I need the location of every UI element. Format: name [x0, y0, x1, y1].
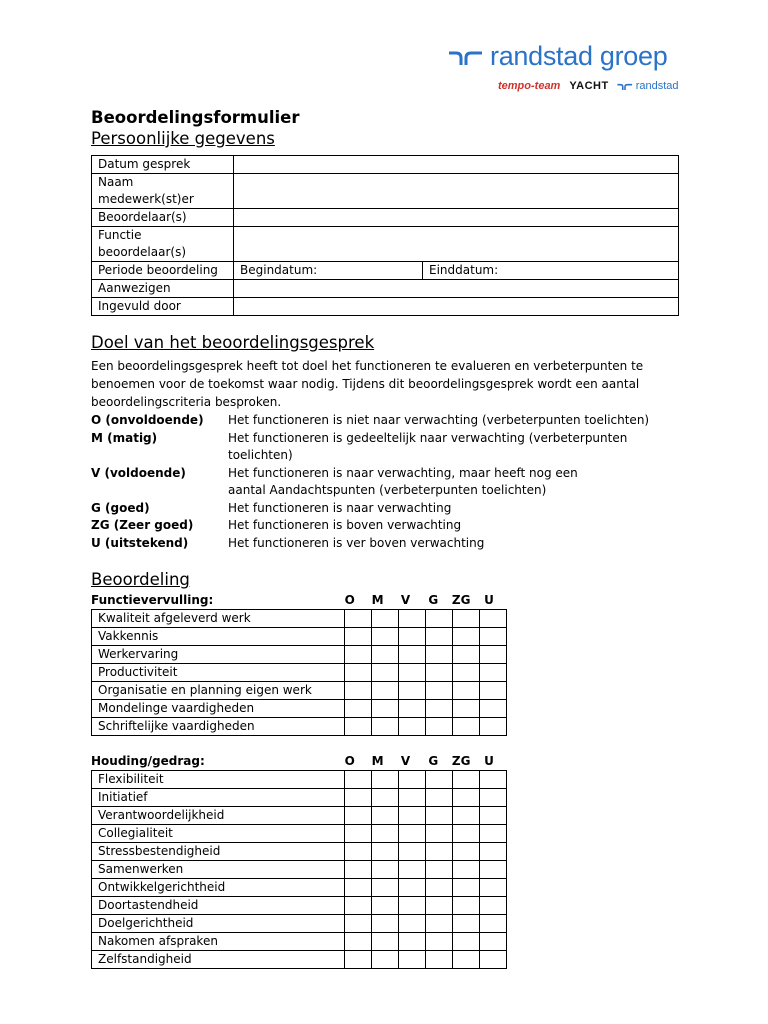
rating-cell-g[interactable]	[426, 628, 453, 646]
table-row	[92, 771, 507, 789]
rating-cell-u[interactable]	[480, 700, 507, 718]
assessor-function-field[interactable]	[234, 227, 679, 262]
criterion-label: Stressbestendigheid	[92, 843, 345, 861]
row-label: Aanwezigen	[92, 280, 234, 298]
table-row	[92, 861, 507, 879]
rating-cell-o[interactable]	[345, 646, 372, 664]
scale-key: ZG (Zeer goed)	[91, 518, 194, 532]
begin-date-field[interactable]: Begindatum:	[234, 262, 423, 280]
rating-cell-zg[interactable]	[453, 933, 480, 951]
rating-cell-zg[interactable]	[453, 789, 480, 807]
col-zg: ZG	[451, 754, 471, 768]
randstad-small-icon	[617, 81, 633, 91]
rating-cell-g[interactable]	[426, 610, 453, 628]
table-row	[92, 227, 679, 262]
rating-cell-zg[interactable]	[453, 825, 480, 843]
scale-desc: Het functioneren is gedeeltelijk naar verwachting (verbeterpunten toelichten)	[228, 430, 628, 462]
scale-desc: Het functioneren is niet naar verwachting (verbeterpunten toelichten)	[228, 413, 650, 427]
rating-cell-u[interactable]	[480, 664, 507, 682]
rating-cell-zg[interactable]	[453, 951, 480, 969]
table-row	[92, 174, 679, 209]
table-row	[92, 280, 679, 298]
rating-cell-o[interactable]	[345, 664, 372, 682]
table-row	[92, 825, 507, 843]
behaviour-title: Houding/gedrag:	[91, 754, 205, 768]
rating-cell-u[interactable]	[480, 915, 507, 933]
rating-cell-m[interactable]	[372, 951, 399, 969]
brand-randstad: randstad	[635, 80, 679, 92]
rating-cell-g[interactable]	[426, 897, 453, 915]
rating-cell-m[interactable]	[372, 843, 399, 861]
logo-wordmark: randstad groep	[490, 41, 668, 71]
attendees-field[interactable]	[234, 280, 679, 298]
row-label: Ingevuld door	[92, 298, 234, 316]
table-row	[92, 156, 679, 174]
logo-main	[448, 40, 667, 72]
list-item	[91, 430, 681, 465]
table-row	[92, 628, 507, 646]
rating-cell-m[interactable]	[372, 628, 399, 646]
rating-cell-m[interactable]	[372, 933, 399, 951]
rating-cell-v[interactable]	[399, 897, 426, 915]
rating-cell-v[interactable]	[399, 915, 426, 933]
rating-cell-g[interactable]	[426, 718, 453, 736]
personal-data-table	[91, 155, 679, 316]
rating-cell-o[interactable]	[345, 915, 372, 933]
rating-cell-g[interactable]	[426, 771, 453, 789]
rating-cell-v[interactable]	[399, 933, 426, 951]
rating-scale-legend	[91, 412, 681, 552]
rating-cell-u[interactable]	[480, 879, 507, 897]
purpose-heading: Doel van het beoordelingsgesprek	[91, 333, 375, 352]
scale-desc: Het functioneren is naar verwachting, maar heeft nog een aantal Aandachtspunten (verbeterpunten toelichten)	[228, 465, 578, 497]
scale-key: V (voldoende)	[91, 465, 186, 480]
rating-cell-v[interactable]	[399, 771, 426, 789]
table-row	[92, 262, 679, 280]
function-title: Functievervulling:	[91, 593, 214, 607]
scale-key: O (onvoldoende)	[91, 413, 204, 427]
row-label: Periode beoordeling	[92, 262, 234, 280]
rating-cell-v[interactable]	[399, 879, 426, 897]
rating-cell-zg[interactable]	[453, 700, 480, 718]
rating-cell-m[interactable]	[372, 646, 399, 664]
col-m: M	[371, 754, 384, 768]
rating-cell-u[interactable]	[480, 951, 507, 969]
rating-cell-zg[interactable]	[453, 807, 480, 825]
criterion-label: Verantwoordelijkheid	[92, 807, 345, 825]
table-row	[92, 209, 679, 227]
rating-cell-u[interactable]	[480, 789, 507, 807]
rating-cell-g[interactable]	[426, 915, 453, 933]
company-logo	[448, 40, 680, 96]
brand-strip	[498, 80, 679, 92]
criterion-label: Initiatief	[92, 789, 345, 807]
rating-cell-o[interactable]	[345, 682, 372, 700]
col-zg: ZG	[451, 593, 471, 607]
rating-cell-u[interactable]	[480, 807, 507, 825]
rating-cell-m[interactable]	[372, 664, 399, 682]
rating-cell-o[interactable]	[345, 610, 372, 628]
rating-cell-u[interactable]	[480, 718, 507, 736]
rating-cell-zg[interactable]	[453, 861, 480, 879]
rating-cell-m[interactable]	[372, 807, 399, 825]
rating-cell-o[interactable]	[345, 897, 372, 915]
table-row	[92, 664, 507, 682]
rating-cell-v[interactable]	[399, 646, 426, 664]
rating-cell-m[interactable]	[372, 825, 399, 843]
behaviour-header	[91, 752, 503, 770]
criterion-label: Nakomen afspraken	[92, 933, 345, 951]
col-g: G	[428, 593, 439, 607]
col-o: O	[344, 754, 355, 768]
rating-cell-o[interactable]	[345, 807, 372, 825]
rating-cell-o[interactable]	[345, 825, 372, 843]
assessor-field[interactable]	[234, 209, 679, 227]
rating-cell-o[interactable]	[345, 879, 372, 897]
row-label: Naam medewerk(st)er	[92, 174, 234, 209]
rating-cell-u[interactable]	[480, 933, 507, 951]
rating-heading: Beoordeling	[91, 570, 190, 589]
rating-cell-zg[interactable]	[453, 915, 480, 933]
rating-cell-m[interactable]	[372, 682, 399, 700]
page-title: Beoordelingsformulier	[91, 108, 300, 127]
rating-cell-u[interactable]	[480, 628, 507, 646]
rating-cell-m[interactable]	[372, 897, 399, 915]
rating-cell-v[interactable]	[399, 843, 426, 861]
scale-desc: Het functioneren is ver boven verwachting	[228, 535, 485, 550]
criterion-label: Doelgerichtheid	[92, 915, 345, 933]
rating-cell-o[interactable]	[345, 861, 372, 879]
table-row	[92, 789, 507, 807]
rating-cell-v[interactable]	[399, 682, 426, 700]
list-item	[91, 412, 681, 430]
scale-key: G (goed)	[91, 500, 150, 515]
rating-cell-u[interactable]	[480, 610, 507, 628]
criterion-label: Ontwikkelgerichtheid	[92, 879, 345, 897]
col-v: V	[400, 593, 411, 607]
rating-cell-u[interactable]	[480, 897, 507, 915]
rating-cell-zg[interactable]	[453, 718, 480, 736]
rating-cell-v[interactable]	[399, 628, 426, 646]
table-row	[92, 646, 507, 664]
table-row	[92, 700, 507, 718]
rating-cell-v[interactable]	[399, 861, 426, 879]
rating-cell-o[interactable]	[345, 718, 372, 736]
rating-cell-o[interactable]	[345, 700, 372, 718]
criterion-label: Flexibiliteit	[92, 771, 345, 789]
rating-cell-v[interactable]	[399, 664, 426, 682]
rating-cell-g[interactable]	[426, 789, 453, 807]
rating-cell-zg[interactable]	[453, 646, 480, 664]
col-o: O	[344, 593, 355, 607]
rating-cell-v[interactable]	[399, 825, 426, 843]
rating-cell-zg[interactable]	[453, 879, 480, 897]
rating-cell-u[interactable]	[480, 843, 507, 861]
rating-cell-u[interactable]	[480, 825, 507, 843]
criterion-label: Collegialiteit	[92, 825, 345, 843]
document-body	[91, 108, 681, 969]
personal-heading: Persoonlijke gegevens	[91, 129, 275, 148]
criterion-label: Mondelinge vaardigheden	[92, 700, 345, 718]
rating-cell-m[interactable]	[372, 861, 399, 879]
rating-cell-u[interactable]	[480, 771, 507, 789]
list-item	[91, 500, 681, 518]
rating-cell-g[interactable]	[426, 700, 453, 718]
rating-cell-m[interactable]	[372, 610, 399, 628]
table-row	[92, 807, 507, 825]
scale-key: U (uitstekend)	[91, 535, 189, 550]
rating-cell-zg[interactable]	[453, 682, 480, 700]
employee-name-field[interactable]	[234, 174, 679, 209]
criterion-label: Werkervaring	[92, 646, 345, 664]
list-item	[91, 465, 681, 500]
rating-cell-g[interactable]	[426, 843, 453, 861]
rating-cell-g[interactable]	[426, 807, 453, 825]
rating-cell-g[interactable]	[426, 646, 453, 664]
col-u: U	[484, 593, 494, 607]
rating-cell-g[interactable]	[426, 879, 453, 897]
rating-cell-m[interactable]	[372, 879, 399, 897]
purpose-intro: Een beoordelingsgesprek heeft tot doel het functioneren te evalueren en verbeterpunten te benoemen voor de toekomst waar nodig. Tijdens dit beoordelingsgesprek wordt een aantal beoordelingscriteria besproken.	[91, 359, 644, 409]
rating-cell-g[interactable]	[426, 951, 453, 969]
rating-cell-o[interactable]	[345, 789, 372, 807]
table-row	[92, 933, 507, 951]
criterion-label: Zelfstandigheid	[92, 951, 345, 969]
end-date-field[interactable]: Einddatum:	[423, 262, 679, 280]
scale-desc: Het functioneren is naar verwachting	[228, 500, 452, 515]
row-label: Functie beoordelaar(s)	[92, 227, 234, 262]
rating-cell-zg[interactable]	[453, 897, 480, 915]
rating-cell-v[interactable]	[399, 610, 426, 628]
scale-key: M (matig)	[91, 430, 158, 445]
rating-cell-v[interactable]	[399, 718, 426, 736]
rating-cell-o[interactable]	[345, 843, 372, 861]
brand-yacht: YACHT	[569, 80, 609, 92]
rating-cell-g[interactable]	[426, 933, 453, 951]
table-row	[92, 610, 507, 628]
rating-cell-m[interactable]	[372, 771, 399, 789]
table-row	[92, 843, 507, 861]
col-g: G	[428, 754, 439, 768]
rating-cell-v[interactable]	[399, 807, 426, 825]
rating-cell-g[interactable]	[426, 664, 453, 682]
rating-cell-o[interactable]	[345, 951, 372, 969]
rating-cell-m[interactable]	[372, 700, 399, 718]
rating-cell-zg[interactable]	[453, 664, 480, 682]
rating-cell-o[interactable]	[345, 933, 372, 951]
criterion-label: Schriftelijke vaardigheden	[92, 718, 345, 736]
rating-cell-o[interactable]	[345, 628, 372, 646]
rating-cell-g[interactable]	[426, 682, 453, 700]
row-label: Beoordelaar(s)	[92, 209, 234, 227]
table-row	[92, 951, 507, 969]
criterion-label: Kwaliteit afgeleverd werk	[92, 610, 345, 628]
criterion-label: Doortastendheid	[92, 897, 345, 915]
table-row	[92, 682, 507, 700]
rating-cell-m[interactable]	[372, 718, 399, 736]
criterion-label: Productiviteit	[92, 664, 345, 682]
table-row	[92, 897, 507, 915]
date-field[interactable]	[234, 156, 679, 174]
randstad-logo-icon	[448, 46, 484, 66]
list-item	[91, 517, 681, 535]
table-row	[92, 718, 507, 736]
table-row	[92, 298, 679, 316]
rating-cell-zg[interactable]	[453, 771, 480, 789]
rating-cell-g[interactable]	[426, 825, 453, 843]
rating-cell-zg[interactable]	[453, 610, 480, 628]
table-row	[92, 915, 507, 933]
col-v: V	[400, 754, 411, 768]
rating-cell-v[interactable]	[399, 789, 426, 807]
criterion-label: Samenwerken	[92, 861, 345, 879]
function-header	[91, 591, 503, 609]
scale-desc: Het functioneren is boven verwachting	[228, 518, 462, 532]
filled-by-field[interactable]	[234, 298, 679, 316]
behaviour-rating-table	[91, 770, 507, 969]
rating-cell-u[interactable]	[480, 646, 507, 664]
rating-cell-zg[interactable]	[453, 628, 480, 646]
table-row	[92, 879, 507, 897]
rating-cell-v[interactable]	[399, 951, 426, 969]
list-item	[91, 535, 681, 553]
col-m: M	[371, 593, 384, 607]
row-label: Datum gesprek	[92, 156, 234, 174]
rating-cell-v[interactable]	[399, 700, 426, 718]
criterion-label: Organisatie en planning eigen werk	[92, 682, 345, 700]
col-u: U	[484, 754, 494, 768]
rating-cell-m[interactable]	[372, 915, 399, 933]
rating-cell-m[interactable]	[372, 789, 399, 807]
rating-cell-o[interactable]	[345, 771, 372, 789]
criterion-label: Vakkennis	[92, 628, 345, 646]
brand-tempo-team: tempo-team	[498, 80, 561, 92]
rating-cell-u[interactable]	[480, 682, 507, 700]
rating-cell-u[interactable]	[480, 861, 507, 879]
rating-cell-zg[interactable]	[453, 843, 480, 861]
function-rating-table	[91, 609, 507, 736]
rating-cell-g[interactable]	[426, 861, 453, 879]
